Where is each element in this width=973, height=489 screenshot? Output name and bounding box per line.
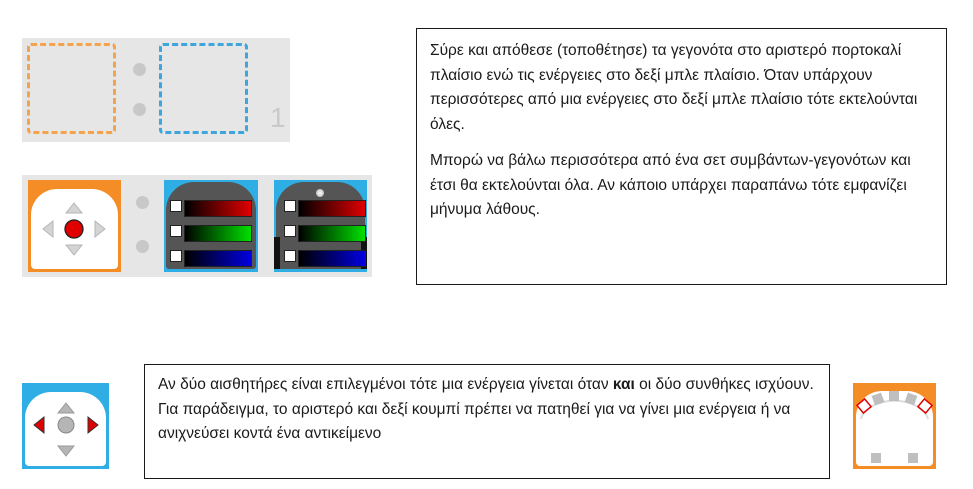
rule-number: 1 xyxy=(270,102,286,133)
rule-connector-dot xyxy=(136,196,149,209)
color-led-icon xyxy=(284,200,366,266)
filled-rule-row xyxy=(22,175,372,277)
rule-connector-dot xyxy=(133,63,146,76)
proximity-event-block[interactable] xyxy=(853,383,936,469)
led-action-tile xyxy=(166,182,256,269)
proximity-event-tile xyxy=(856,391,933,466)
and-condition-text: Αν δύο αισθητήρες είναι επιλεγμένοι τότε μια ενέργεια γίνεται όταν και οι δύο συνθήκες ισχύουν. Για παράδειγμα, το αριστερό και δεξί κουμπί πρέπει να πατηθεί για να γίνει μια ενέργεια ή να ανιχνεύσει κοντά ένα αντικείμενο xyxy=(158,376,814,442)
button-event-tile xyxy=(25,392,106,466)
instructions-paragraph-1: Σύρε και απόθεσε (τοποθέτησε) τα γεγονότα στο αριστερό πορτοκαλί πλαίσιο ενώ τις ενέργειες στο δεξί μπλε πλαίσιο. Όταν υπάρχουν περισσότερες από μια ενέργειες στο δεξί μπλε πλαίσιο τότε εκτελούνται όλες. xyxy=(430,42,918,133)
empty-rule-row xyxy=(22,38,290,142)
and-condition-box xyxy=(144,364,830,479)
instructions-paragraph-2: Μπορώ να βάλω περισσότερα από ένα σετ συμβάντων-γεγονότων και έτσι θα εκτελούνται όλα. Αν κάποιο υπάρχει παραπάνω τότε εμφανίζει μήνυμα λάθους. xyxy=(430,152,911,218)
color-led-icon xyxy=(170,200,252,266)
led-action-block-bottom[interactable] xyxy=(274,180,367,272)
dpad-center-pressed-icon xyxy=(31,189,118,269)
event-drop-zone[interactable] xyxy=(27,43,116,134)
and-emphasis: και xyxy=(612,376,635,393)
rule-connector-dot xyxy=(133,103,146,116)
button-event-block[interactable] xyxy=(28,180,121,272)
action-drop-zone[interactable] xyxy=(159,43,248,134)
led-action-block-top[interactable] xyxy=(164,180,258,272)
instructions-box xyxy=(416,28,947,285)
rule-connector-dot xyxy=(136,240,149,253)
dpad-left-right-pressed-icon xyxy=(25,392,106,466)
proximity-sensors-icon xyxy=(856,391,933,466)
led-action-tile xyxy=(276,182,365,269)
button-event-tile xyxy=(31,189,118,269)
button-event-block-lr[interactable] xyxy=(22,383,109,469)
